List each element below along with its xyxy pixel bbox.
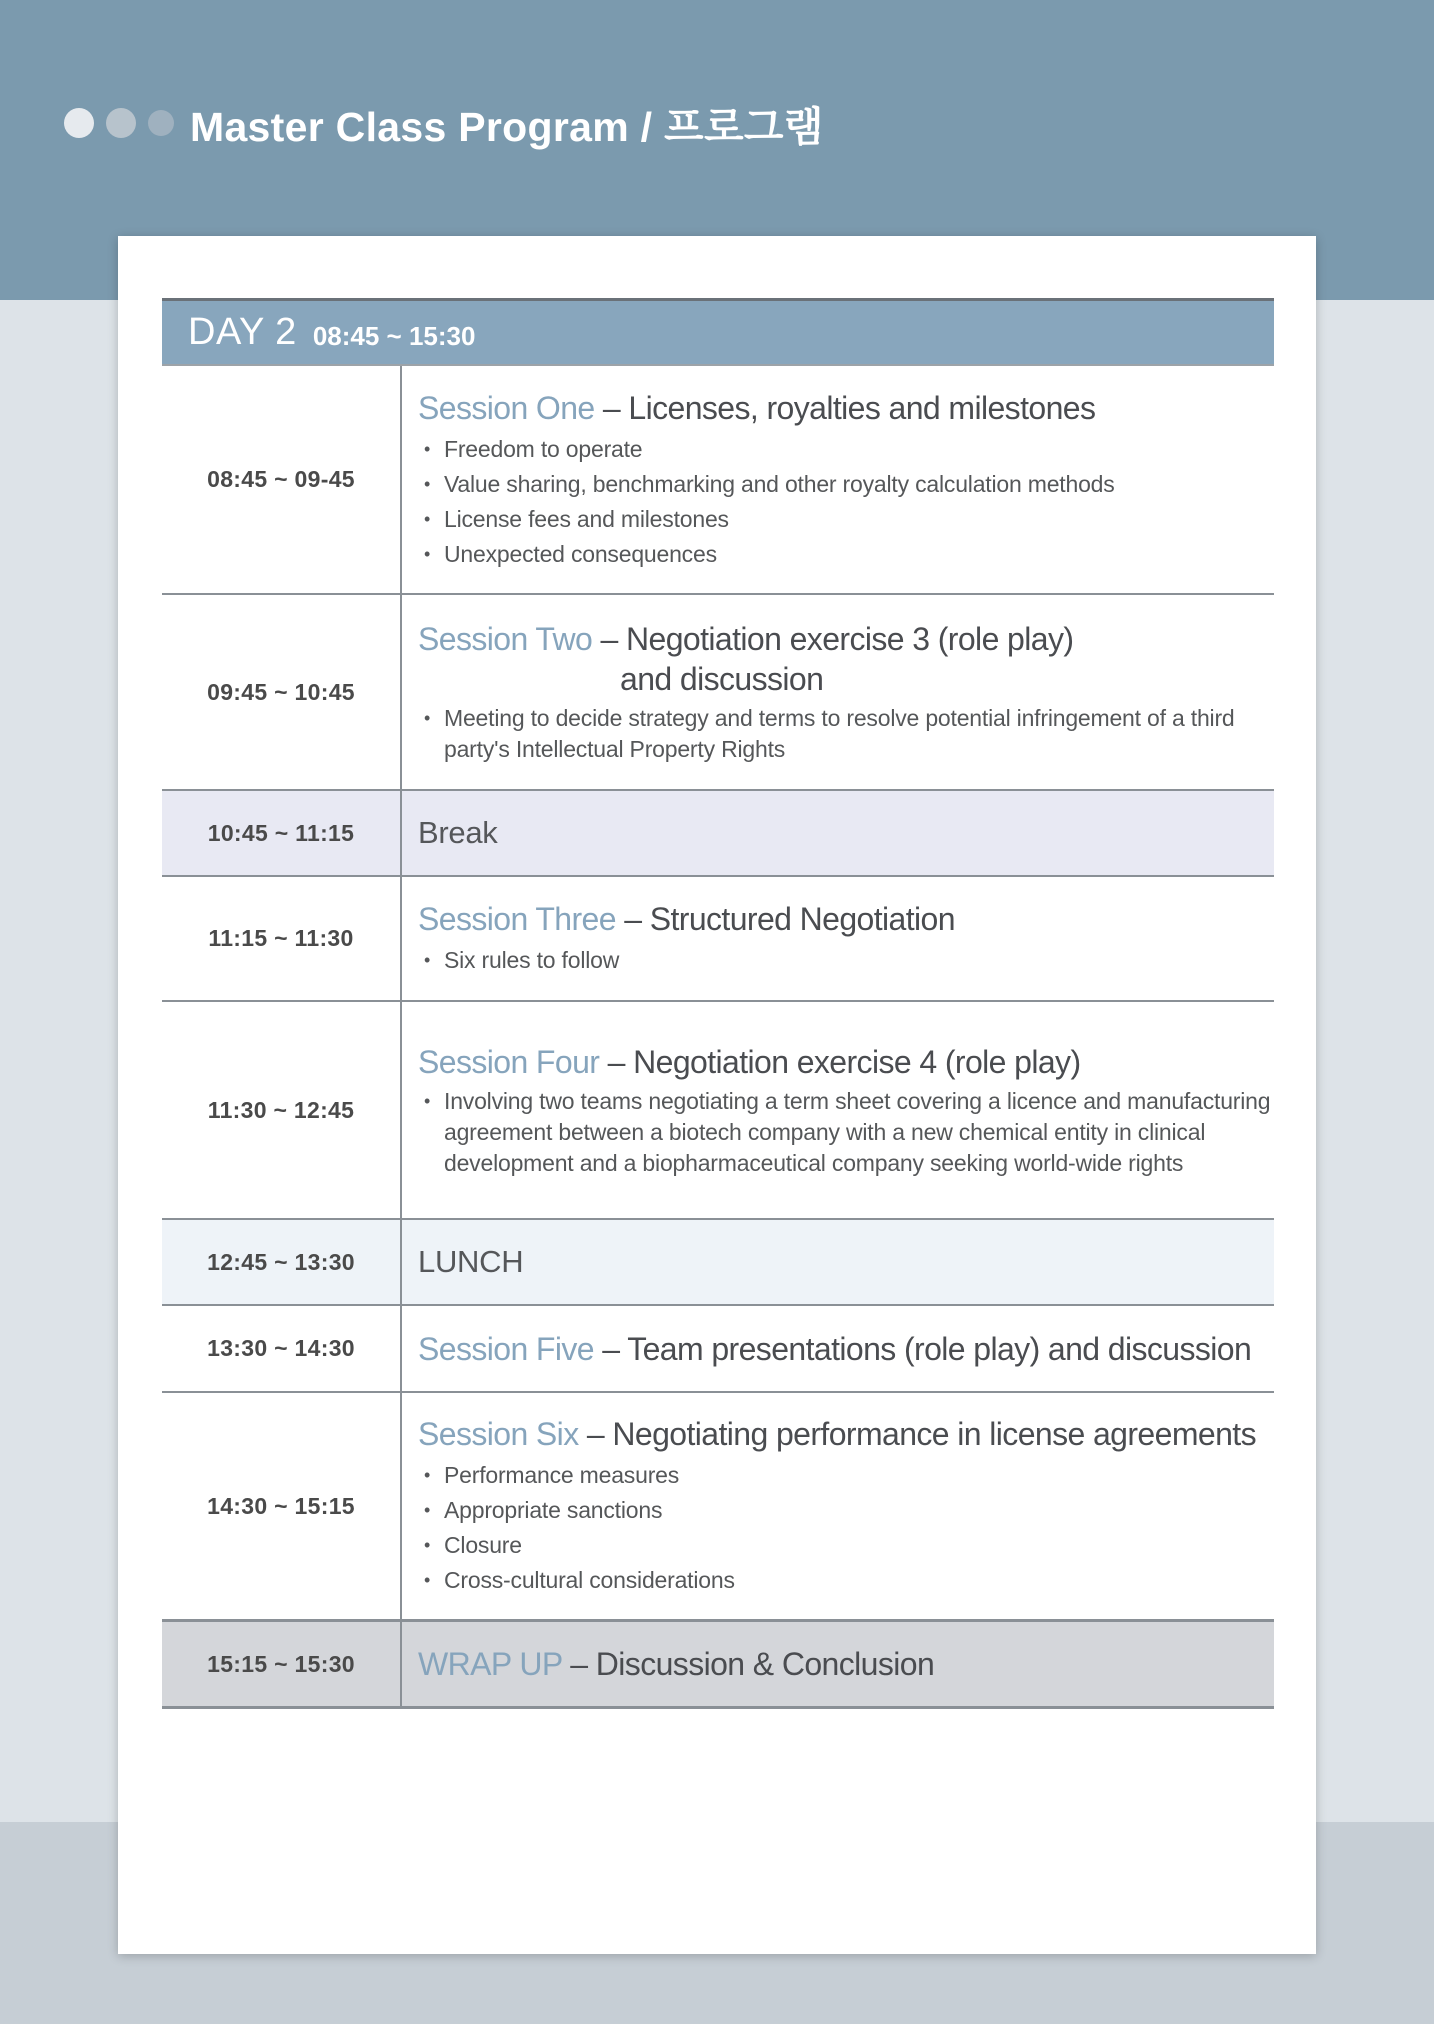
- program-card: [118, 236, 1316, 1954]
- schedule-row: [162, 1002, 1274, 1220]
- bullet-item: • Involving two teams negotiating a term sheet covering a licence and manufacturing agreement between a biotech company with a new chemical entity in clinical development and a biopharmaceutical company seeking world-wide rights: [418, 1086, 1274, 1179]
- dot-icon: [64, 108, 94, 138]
- row-time: 08:45 ~ 09-45: [162, 366, 402, 593]
- bullet-list: [418, 432, 1274, 572]
- row-time: 12:45 ~ 13:30: [162, 1220, 402, 1304]
- session-name: WRAP UP: [418, 1646, 562, 1682]
- bullet-list: [418, 703, 1274, 765]
- row-content: [402, 1393, 1274, 1619]
- session-name: Session Three: [418, 901, 616, 937]
- bullet-item: • Cross-cultural considerations: [418, 1563, 1274, 1598]
- schedule-table: [162, 298, 1274, 1709]
- session-title: [418, 1644, 1274, 1684]
- day-header: [162, 298, 1274, 366]
- session-dash: –: [594, 1330, 628, 1367]
- row-time: 11:30 ~ 12:45: [162, 1002, 402, 1218]
- row-content: [402, 1306, 1274, 1391]
- session-title: [418, 899, 1274, 939]
- session-title: [418, 1329, 1274, 1369]
- row-time: 09:45 ~ 10:45: [162, 595, 402, 789]
- session-dash: –: [592, 621, 627, 657]
- session-dash: –: [562, 1646, 596, 1682]
- session-desc: Discussion & Conclusion: [595, 1646, 935, 1682]
- row-time: 14:30 ~ 15:15: [162, 1393, 402, 1619]
- day-label: DAY 2: [188, 311, 297, 353]
- session-desc: Structured Negotiation: [649, 901, 955, 937]
- session-name: Session Six: [418, 1416, 579, 1452]
- page-title: Master Class Program / 프로그램: [190, 103, 824, 150]
- session-desc: Team presentations (role play) and discussion: [627, 1330, 1252, 1367]
- bullet-item: • Unexpected consequences: [418, 537, 1274, 572]
- session-dash: –: [578, 1416, 613, 1452]
- bullet-list: [418, 1458, 1274, 1598]
- session-dash: –: [599, 1043, 634, 1080]
- bullet-list: [418, 1086, 1274, 1179]
- row-time: 10:45 ~ 11:15: [162, 791, 402, 875]
- session-title: [418, 619, 1274, 659]
- lunch-label: LUNCH: [418, 1244, 524, 1279]
- row-content: [402, 595, 1274, 789]
- session-dash: –: [594, 389, 629, 426]
- row-time: 11:15 ~ 11:30: [162, 877, 402, 1000]
- schedule-row: [162, 595, 1274, 791]
- row-content: [402, 1622, 1274, 1706]
- break-label: Break: [418, 815, 498, 850]
- break-row: [162, 791, 1274, 877]
- bullet-item: • Six rules to follow: [418, 943, 1274, 978]
- lunch-row: [162, 1220, 1274, 1306]
- session-name: Session Four: [418, 1043, 600, 1080]
- schedule-row: [162, 877, 1274, 1002]
- row-content: [402, 877, 1274, 1000]
- row-time: 15:15 ~ 15:30: [162, 1622, 402, 1706]
- session-desc: Negotiation exercise 3 (role play): [626, 621, 1074, 657]
- schedule-row: [162, 1306, 1274, 1393]
- page-header: [64, 88, 824, 158]
- schedule-row: [162, 366, 1274, 595]
- row-time: 13:30 ~ 14:30: [162, 1306, 402, 1391]
- dot-icon: [106, 108, 136, 138]
- bullet-item: • Closure: [418, 1528, 1274, 1563]
- session-desc: Licenses, royalties and milestones: [628, 389, 1096, 426]
- bullet-item: • Freedom to operate: [418, 432, 1274, 467]
- bullet-item: • Meeting to decide strategy and terms to resolve potential infringement of a third party's Intellectual Property Rights: [418, 703, 1274, 765]
- session-title: [418, 1042, 1274, 1082]
- session-desc: Negotiation exercise 4 (role play): [633, 1043, 1081, 1080]
- row-content: [402, 1002, 1274, 1218]
- session-name: Session One: [418, 389, 595, 426]
- wrap-up-row: [162, 1621, 1274, 1709]
- session-dash: –: [615, 901, 650, 937]
- row-content: [402, 791, 1274, 875]
- schedule-row: [162, 1393, 1274, 1621]
- bullet-item: • License fees and milestones: [418, 502, 1274, 537]
- bullet-item: • Performance measures: [418, 1458, 1274, 1493]
- row-content: [402, 1220, 1274, 1304]
- bullet-item: • Appropriate sanctions: [418, 1493, 1274, 1528]
- session-title: [418, 1414, 1274, 1454]
- row-content: [402, 366, 1274, 593]
- bullet-list: [418, 943, 1274, 978]
- session-desc: Negotiating performance in license agreements: [612, 1416, 1256, 1452]
- dot-icon: [148, 110, 174, 136]
- session-name: Session Five: [418, 1330, 594, 1367]
- session-name: Session Two: [418, 621, 593, 657]
- day-time: 08:45 ~ 15:30: [312, 321, 476, 351]
- session-desc-continued: and discussion: [620, 661, 824, 697]
- bullet-item: • Value sharing, benchmarking and other royalty calculation methods: [418, 467, 1274, 502]
- session-title: [418, 388, 1274, 428]
